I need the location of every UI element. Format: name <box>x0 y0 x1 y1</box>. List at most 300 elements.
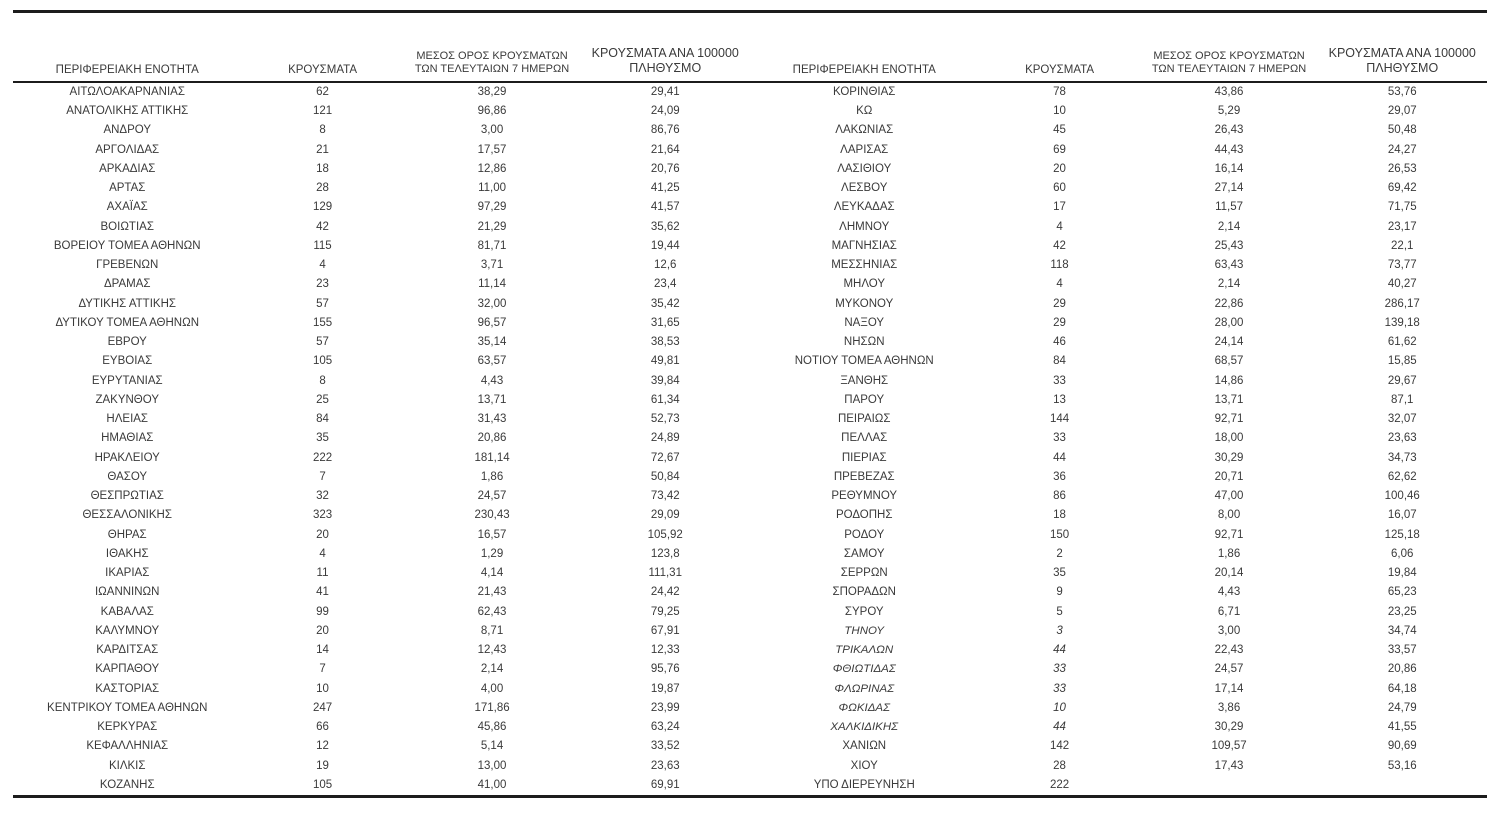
per100k-cell: 105,92 <box>647 528 683 541</box>
region-name-cell: ΣΠΟΡΑΔΩΝ <box>832 586 896 599</box>
per100k-cell: 20,76 <box>650 162 680 175</box>
header-region <box>750 13 978 82</box>
cases-cell: 84 <box>316 413 329 426</box>
cases-cell: 323 <box>312 509 333 522</box>
header-avg7 <box>404 13 581 82</box>
avg7-cell: 30,29 <box>1214 451 1244 464</box>
per100k-cell: 31,65 <box>650 316 680 329</box>
cases-cell: 12 <box>316 740 329 753</box>
avg7-cell: 18,00 <box>1214 432 1244 445</box>
table-row <box>13 738 750 757</box>
region-name-cell: ΒΟΙΩΤΙΑΣ <box>100 220 154 233</box>
cases-cell: 21 <box>316 143 329 156</box>
header-row <box>750 13 1487 82</box>
table-row <box>13 776 750 795</box>
cases-cell: 14 <box>316 644 329 657</box>
region-name-cell: ΑΝΔΡΟΥ <box>103 124 152 137</box>
avg7-cell: 4,14 <box>480 567 504 580</box>
avg7-cell: 14,86 <box>1214 374 1244 387</box>
avg7-cell: 16,14 <box>1214 162 1244 175</box>
cases-cell: 69 <box>1053 143 1066 156</box>
table-body-right <box>750 82 1487 795</box>
cases-cell: 29 <box>1053 316 1066 329</box>
per100k-cell: 95,76 <box>650 663 680 676</box>
per100k-cell: 286,17 <box>1384 297 1420 310</box>
region-name-cell: ΙΩΑΝΝΙΝΩΝ <box>94 586 160 599</box>
per100k-cell: 139,18 <box>1384 316 1420 329</box>
avg7-cell: 4,43 <box>1217 586 1241 599</box>
table-row <box>750 584 1487 603</box>
avg7-cell: 97,29 <box>477 201 507 214</box>
table-row <box>13 199 750 218</box>
table-row <box>750 372 1487 391</box>
table-row <box>13 314 750 333</box>
cases-cell: 247 <box>312 701 333 714</box>
region-name-cell: ΦΘΙΩΤΙΔΑΣ <box>832 663 896 676</box>
per100k-cell: 19,44 <box>650 239 680 252</box>
table-row <box>13 641 750 660</box>
region-name-cell: ΘΕΣΣΑΛΟΝΙΚΗΣ <box>82 509 172 522</box>
per100k-cell: 71,75 <box>1387 201 1417 214</box>
table-row <box>750 333 1487 352</box>
region-name-cell: ΑΙΤΩΛΟΑΚΑΡΝΑΝΙΑΣ <box>69 85 185 98</box>
per100k-cell: 21,64 <box>650 143 680 156</box>
region-name-cell: ΦΩΚΙΔΑΣ <box>838 701 890 714</box>
table-row <box>750 564 1487 583</box>
region-name-cell: ΘΑΣΟΥ <box>107 470 148 483</box>
table-row <box>13 564 750 583</box>
cases-cell: 4 <box>319 547 326 560</box>
region-name-cell: ΛΑΣΙΘΙΟΥ <box>837 162 892 175</box>
region-name-cell: ΚΟΡΙΝΘΙΑΣ <box>833 85 896 98</box>
avg7-cell: 11,00 <box>478 182 506 195</box>
avg7-cell: 63,57 <box>477 355 507 368</box>
region-name-cell: ΚΕΡΚΥΡΑΣ <box>97 721 158 734</box>
region-name-cell: ΠΙΕΡΙΑΣ <box>841 451 887 464</box>
per100k-cell: 125,18 <box>1384 528 1420 541</box>
per100k-cell: 111,31 <box>648 567 682 580</box>
avg7-cell: 21,29 <box>477 220 507 233</box>
per100k-cell: 19,87 <box>650 682 680 695</box>
per100k-cell: 24,27 <box>1387 143 1417 156</box>
table-row <box>13 372 750 391</box>
table-row <box>13 699 750 718</box>
per100k-cell: 34,73 <box>1387 451 1417 464</box>
header-per100k-line1: ΚΡΟΥΣΜΑΤΑ ΑΝΑ 100000 <box>1328 45 1476 60</box>
cases-cell: 33 <box>1053 432 1066 445</box>
region-name-cell: ΠΕΙΡΑΙΩΣ <box>837 413 891 426</box>
cases-cell: 20 <box>1053 162 1066 175</box>
per100k-cell: 39,84 <box>650 374 680 387</box>
region-name-cell: ΚΟΖΑΝΗΣ <box>99 778 155 791</box>
region-name-cell: ΚΑΡΠΑΘΟΥ <box>95 663 160 676</box>
per100k-cell: 72,67 <box>650 451 680 464</box>
avg7-cell: 3,86 <box>1217 701 1241 714</box>
per100k-cell: 41,25 <box>650 182 680 195</box>
regions-table-right <box>750 13 1487 795</box>
table-row <box>750 449 1487 468</box>
table-row <box>13 179 750 198</box>
header-per100k-line2: ΠΛΗΘΥΣΜΟ <box>1366 61 1439 76</box>
header-region-label: ΠΕΡΙΦΕΡΕΙΑΚΗ ΕΝΟΤΗΤΑ <box>55 63 199 76</box>
avg7-cell: 44,43 <box>1214 143 1244 156</box>
region-name-cell: ΜΑΓΝΗΣΙΑΣ <box>831 239 897 252</box>
table-row <box>750 699 1487 718</box>
header-per100k <box>580 13 750 82</box>
table-row <box>13 333 750 352</box>
region-name-cell: ΚΕΝΤΡΙΚΟΥ ΤΟΜΕΑ ΑΘΗΝΩΝ <box>47 701 208 714</box>
region-name-cell: ΔΥΤΙΚΗΣ ΑΤΤΙΚΗΣ <box>78 297 176 310</box>
cases-cell: 18 <box>316 162 329 175</box>
table-row <box>13 353 750 372</box>
region-name-cell: ΝΑΞΟΥ <box>844 316 885 329</box>
avg7-cell: 12,43 <box>477 644 507 657</box>
per100k-cell: 12,33 <box>650 644 680 657</box>
region-name-cell: ΝΟΤΙΟΥ ΤΟΜΕΑ ΑΘΗΝΩΝ <box>794 355 934 368</box>
avg7-cell: 2,14 <box>480 663 504 676</box>
cases-cell: 86 <box>1053 490 1066 503</box>
avg7-cell: 1,86 <box>480 470 504 483</box>
region-name-cell: ΗΡΑΚΛΕΙΟΥ <box>94 451 160 464</box>
avg7-cell: 38,29 <box>477 85 507 98</box>
cases-cell: 45 <box>1053 124 1066 137</box>
region-name-cell: ΠΡΕΒΕΖΑΣ <box>833 470 895 483</box>
cases-cell: 105 <box>312 778 333 791</box>
region-name-cell: ΣΥΡΟΥ <box>844 605 884 618</box>
region-name-cell: ΣΑΜΟΥ <box>843 547 885 560</box>
cases-cell: 42 <box>1053 239 1066 252</box>
region-name-cell: ΤΗΝΟΥ <box>844 624 885 637</box>
per100k-cell: 26,53 <box>1387 162 1417 175</box>
region-name-cell: ΘΕΣΠΡΩΤΙΑΣ <box>90 490 164 503</box>
per100k-cell: 6,06 <box>1391 547 1414 560</box>
region-name-cell: ΚΑΛΥΜΝΟΥ <box>95 624 160 637</box>
region-name-cell: ΛΕΣΒΟΥ <box>841 182 888 195</box>
avg7-cell: 35,14 <box>477 336 507 349</box>
region-name-cell: ΛΕΥΚΑΔΑΣ <box>833 201 895 214</box>
header-avg7 <box>1141 13 1318 82</box>
header-cases-label: ΚΡΟΥΣΜΑΤΑ <box>1025 63 1094 76</box>
per100k-cell: 35,42 <box>650 297 680 310</box>
table-row <box>13 160 750 179</box>
cases-cell: 121 <box>312 105 333 118</box>
per100k-cell: 40,27 <box>1387 278 1417 291</box>
per100k-cell: 34,74 <box>1387 624 1417 637</box>
table-row <box>13 256 750 275</box>
per100k-cell: 49,81 <box>650 355 680 368</box>
avg7-cell: 17,57 <box>477 143 507 156</box>
header-row <box>13 13 750 82</box>
per100k-cell: 24,09 <box>650 105 680 118</box>
avg7-cell: 2,14 <box>1217 278 1241 291</box>
region-name-cell: ΗΛΕΙΑΣ <box>106 413 149 426</box>
avg7-cell: 20,86 <box>477 432 507 445</box>
avg7-cell: 13,71 <box>477 393 507 406</box>
per100k-cell: 79,25 <box>650 605 680 618</box>
region-name-cell: ΝΗΣΩΝ <box>843 336 885 349</box>
avg7-cell: 16,57 <box>477 528 507 541</box>
per100k-cell: 23,63 <box>1387 432 1417 445</box>
cases-cell: 18 <box>1053 509 1066 522</box>
table-row <box>13 487 750 506</box>
per100k-cell: 65,23 <box>1387 586 1417 599</box>
table-row <box>750 199 1487 218</box>
table-row <box>13 545 750 564</box>
cases-cell: 222 <box>312 451 333 464</box>
table-row <box>750 468 1487 487</box>
table-row <box>750 391 1487 410</box>
avg7-cell: 13,71 <box>1214 393 1244 406</box>
cases-cell: 35 <box>1053 567 1066 580</box>
avg7-cell: 45,86 <box>477 721 507 734</box>
per100k-cell: 87,1 <box>1391 393 1414 406</box>
table-row <box>750 661 1487 680</box>
region-name-cell: ΖΑΚΥΝΘΟΥ <box>95 393 159 406</box>
per100k-cell: 52,73 <box>650 413 680 426</box>
avg7-cell: 8,00 <box>1217 509 1241 522</box>
avg7-cell: 24,57 <box>477 490 507 503</box>
avg7-cell: 2,14 <box>1217 220 1241 233</box>
region-name-cell: ΑΡΚΑΔΙΑΣ <box>99 162 156 175</box>
per100k-cell: 123,8 <box>650 547 680 560</box>
avg7-cell <box>1141 776 1318 795</box>
region-name-cell: ΕΥΒΟΙΑΣ <box>102 355 153 368</box>
table-row <box>750 680 1487 699</box>
cases-cell: 20 <box>316 528 329 541</box>
cases-cell: 44 <box>1053 644 1066 657</box>
region-name-cell: ΑΧΑΪΑΣ <box>106 201 148 214</box>
avg7-cell: 11,57 <box>1215 201 1243 214</box>
cases-cell: 3 <box>1056 624 1063 637</box>
cases-cell: 10 <box>316 682 329 695</box>
region-name-cell: ΓΡΕΒΕΝΩΝ <box>96 259 159 272</box>
region-name-cell: ΑΡΤΑΣ <box>109 182 146 195</box>
cases-cell: 150 <box>1049 528 1070 541</box>
per100k-cell: 23,25 <box>1387 605 1417 618</box>
table-row <box>750 410 1487 429</box>
region-name-cell: ΔΥΤΙΚΟΥ ΤΟΜΕΑ ΑΘΗΝΩΝ <box>55 316 200 329</box>
avg7-cell: 4,43 <box>480 374 504 387</box>
avg7-cell: 41,00 <box>477 778 507 791</box>
per100k-cell: 73,42 <box>650 490 680 503</box>
cases-cell: 32 <box>316 490 329 503</box>
cases-cell: 44 <box>1053 721 1066 734</box>
per100k-cell <box>1317 776 1487 795</box>
table-row <box>750 179 1487 198</box>
per100k-cell: 67,91 <box>650 624 680 637</box>
table-row <box>13 102 750 121</box>
cases-cell: 23 <box>316 278 329 291</box>
per100k-cell: 29,07 <box>1387 105 1417 118</box>
table-row <box>13 122 750 141</box>
cases-cell: 35 <box>316 432 329 445</box>
per100k-cell: 20,86 <box>1387 663 1417 676</box>
region-name-cell: ΔΡΑΜΑΣ <box>103 278 151 291</box>
avg7-cell: 30,29 <box>1214 721 1244 734</box>
cases-cell: 28 <box>316 182 329 195</box>
region-name-cell: ΠΕΛΛΑΣ <box>841 432 888 445</box>
header-per100k <box>1317 13 1487 82</box>
avg7-cell: 21,43 <box>477 586 507 599</box>
table-row <box>750 102 1487 121</box>
per100k-cell: 50,48 <box>1387 124 1417 137</box>
header-avg7-line1: ΜΕΣΟΣ ΟΡΟΣ ΚΡΟΥΣΜΑΤΩΝ <box>416 49 568 62</box>
table-row <box>13 661 750 680</box>
cases-cell: 4 <box>1056 278 1063 291</box>
cases-cell: 8 <box>319 124 326 137</box>
cases-cell: 60 <box>1053 182 1066 195</box>
table-row <box>13 430 750 449</box>
table-row <box>13 757 750 776</box>
per100k-cell: 12,6 <box>654 259 677 272</box>
avg7-cell: 28,00 <box>1214 316 1244 329</box>
cases-cell: 20 <box>316 624 329 637</box>
per100k-cell: 16,07 <box>1387 509 1417 522</box>
table-row <box>750 160 1487 179</box>
region-name-cell: ΧΑΝΙΩΝ <box>842 740 887 753</box>
per100k-cell: 35,62 <box>650 220 680 233</box>
cases-cell: 62 <box>316 85 329 98</box>
region-name-cell: ΜΗΛΟΥ <box>843 278 886 291</box>
table-row <box>13 507 750 526</box>
region-name-cell: ΚΑΣΤΟΡΙΑΣ <box>95 682 160 695</box>
region-name-cell: ΡΕΘΥΜΝΟΥ <box>831 490 898 503</box>
per100k-cell: 23,63 <box>650 759 680 772</box>
cases-cell: 105 <box>312 355 333 368</box>
table-row <box>13 526 750 545</box>
table-row <box>13 218 750 237</box>
header-region <box>13 13 241 82</box>
region-name-cell: ΤΡΙΚΑΛΩΝ <box>835 644 894 657</box>
avg7-cell: 230,43 <box>474 509 510 522</box>
table-row <box>13 141 750 160</box>
avg7-cell: 181,14 <box>474 451 510 464</box>
region-name-cell: ΒΟΡΕΙΟΥ ΤΟΜΕΑ ΑΘΗΝΩΝ <box>53 239 201 252</box>
region-name-cell: ΛΑΚΩΝΙΑΣ <box>835 124 894 137</box>
table-body-left <box>13 82 750 795</box>
cases-cell: 11 <box>316 567 329 580</box>
per100k-cell: 23,4 <box>654 278 677 291</box>
cases-cell: 9 <box>1056 586 1063 599</box>
cases-cell: 84 <box>1053 355 1066 368</box>
per100k-cell: 62,62 <box>1387 470 1417 483</box>
avg7-cell: 6,71 <box>1217 605 1241 618</box>
header-avg7-line2: ΤΩΝ ΤΕΛΕΥΤΑΙΩΝ 7 ΗΜΕΡΩΝ <box>414 63 570 76</box>
per100k-cell: 24,89 <box>650 432 680 445</box>
per100k-cell: 22,1 <box>1391 239 1414 252</box>
region-name-cell: ΚΙΛΚΙΣ <box>108 759 146 772</box>
avg7-cell: 17,43 <box>1214 759 1244 772</box>
avg7-cell: 63,43 <box>1214 259 1244 272</box>
cases-cell: 8 <box>319 374 326 387</box>
avg7-cell: 22,86 <box>1214 297 1244 310</box>
cases-cell: 99 <box>316 605 329 618</box>
cases-cell: 28 <box>1053 759 1066 772</box>
region-name-cell: ΚΑΡΔΙΤΣΑΣ <box>96 644 159 657</box>
header-cases <box>978 13 1140 82</box>
cases-cell: 29 <box>1053 297 1066 310</box>
region-name-cell: ΦΛΩΡΙΝΑΣ <box>834 682 895 695</box>
table-row <box>750 218 1487 237</box>
avg7-cell: 17,14 <box>1214 682 1244 695</box>
cases-cell: 142 <box>1049 740 1070 753</box>
region-name-cell: ΚΕΦΑΛΛΗΝΙΑΣ <box>86 740 169 753</box>
table-row <box>750 603 1487 622</box>
header-per100k-line2: ΠΛΗΘΥΣΜΟ <box>629 61 702 76</box>
avg7-cell: 109,57 <box>1211 740 1247 753</box>
table-row <box>13 584 750 603</box>
cases-cell: 4 <box>319 259 326 272</box>
avg7-cell: 3,71 <box>480 259 504 272</box>
region-name-cell: ΜΥΚΟΝΟΥ <box>835 297 894 310</box>
cases-cell: 17 <box>1053 201 1066 214</box>
cases-cell: 66 <box>316 721 329 734</box>
avg7-cell: 47,00 <box>1214 490 1244 503</box>
avg7-cell: 31,43 <box>477 413 507 426</box>
cases-cell: 19 <box>316 759 329 772</box>
cases-cell: 33 <box>1053 663 1066 676</box>
region-name-cell: ΞΑΝΘΗΣ <box>840 374 889 387</box>
cases-cell: 13 <box>1053 393 1066 406</box>
header-avg7-line1: ΜΕΣΟΣ ΟΡΟΣ ΚΡΟΥΣΜΑΤΩΝ <box>1153 49 1305 62</box>
regional-cases-report <box>13 10 1487 798</box>
table-row <box>13 680 750 699</box>
cases-cell: 155 <box>312 316 333 329</box>
per100k-cell: 53,16 <box>1387 759 1417 772</box>
table-row <box>750 622 1487 641</box>
avg7-cell: 96,57 <box>477 316 507 329</box>
table-row <box>13 603 750 622</box>
avg7-cell: 5,29 <box>1217 105 1241 118</box>
avg7-cell: 24,57 <box>1214 663 1244 676</box>
cases-cell: 5 <box>1056 605 1063 618</box>
per100k-cell: 61,34 <box>650 393 680 406</box>
region-name-cell: ΠΑΡΟΥ <box>844 393 885 406</box>
cases-cell: 10 <box>1053 105 1066 118</box>
table-row <box>750 122 1487 141</box>
per100k-cell: 23,99 <box>650 701 680 714</box>
cases-cell: 78 <box>1053 85 1066 98</box>
per100k-cell: 86,76 <box>650 124 680 137</box>
table-header-left <box>13 13 750 82</box>
per100k-cell: 33,57 <box>1387 644 1417 657</box>
per100k-cell: 19,84 <box>1387 567 1417 580</box>
region-name-cell: ΚΑΒΑΛΑΣ <box>100 605 154 618</box>
per100k-cell: 33,52 <box>650 740 680 753</box>
avg7-cell: 1,86 <box>1217 547 1241 560</box>
table-row <box>750 430 1487 449</box>
cases-cell: 46 <box>1053 336 1066 349</box>
per100k-cell: 32,07 <box>1387 413 1417 426</box>
per100k-cell: 69,42 <box>1387 182 1417 195</box>
region-name-cell: ΛΗΜΝΟΥ <box>839 220 890 233</box>
per100k-cell: 29,41 <box>650 85 680 98</box>
avg7-cell: 24,14 <box>1214 336 1244 349</box>
table-row <box>750 757 1487 776</box>
region-name-cell: ΑΡΓΟΛΙΔΑΣ <box>95 143 160 156</box>
table-row <box>750 526 1487 545</box>
cases-cell: 25 <box>316 393 329 406</box>
table-row <box>13 295 750 314</box>
table-row <box>13 237 750 256</box>
avg7-cell: 27,14 <box>1214 182 1244 195</box>
cases-cell: 222 <box>1049 778 1070 791</box>
table-row <box>750 314 1487 333</box>
table-row <box>750 718 1487 737</box>
avg7-cell: 171,86 <box>474 701 510 714</box>
avg7-cell: 4,00 <box>480 682 504 695</box>
region-name-cell: ΑΝΑΤΟΛΙΚΗΣ ΑΤΤΙΚΗΣ <box>66 105 189 118</box>
